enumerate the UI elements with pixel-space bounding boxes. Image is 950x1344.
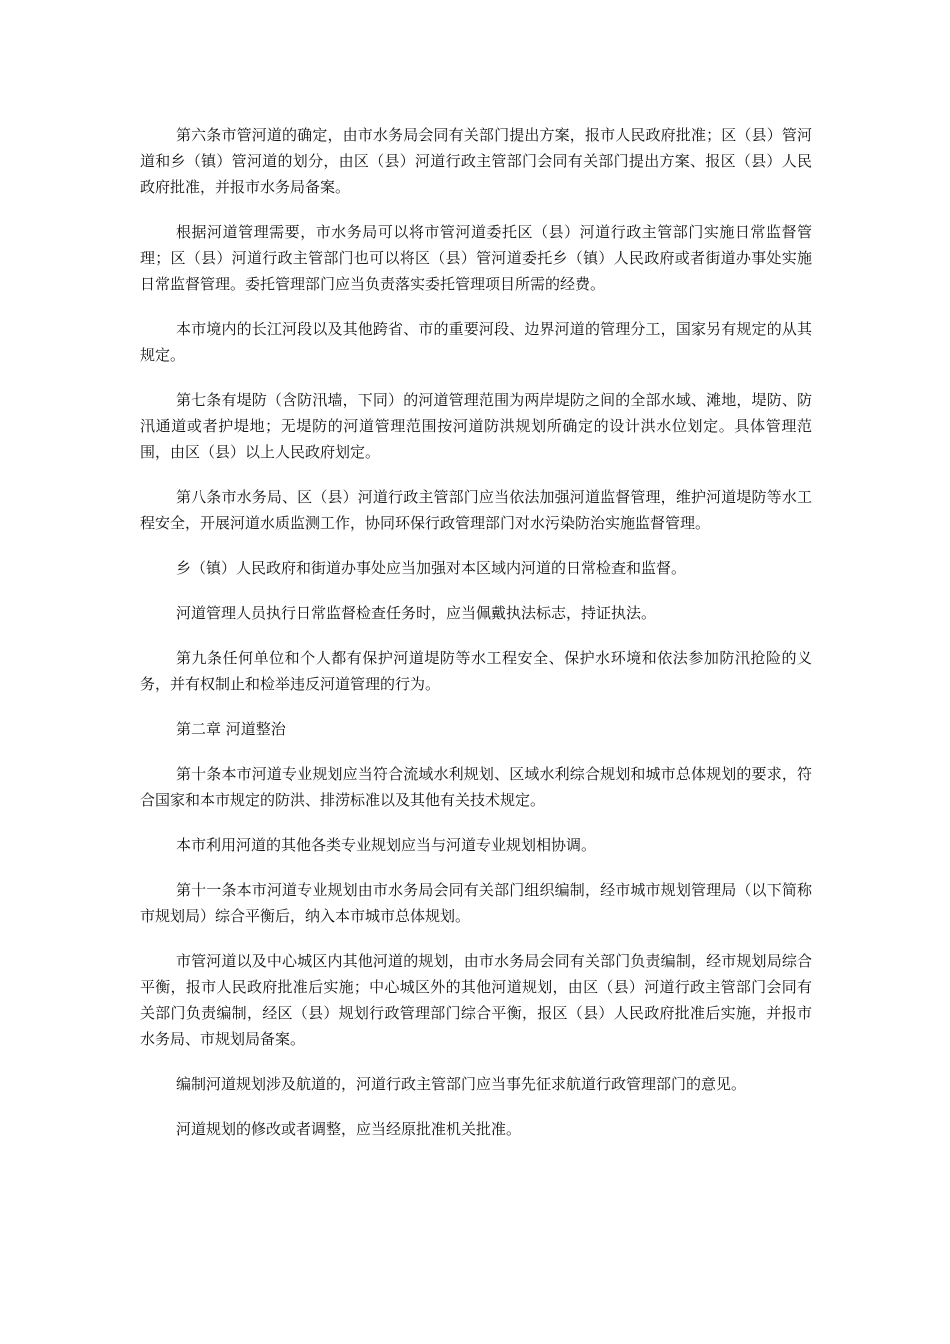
paragraph-article-10: 第十条本市河道专业规划应当符合流域水利规划、区域水利综合规划和城市总体规划的要求，符合国家和本市规定的防洪、排涝标准以及其他有关技术规定。 bbox=[140, 765, 812, 809]
paragraph-delegation: 根据河道管理需要，市水务局可以将市管河道委托区（县）河道行政主管部门实施日常监督管理；区（县）河道行政主管部门也可以将区（县）管河道委托乡（镇）人民政府或者街道办事处实施日常监督管理。委托管理部门应当负责落实委托管理项目所需的经费。 bbox=[140, 223, 812, 293]
document-body bbox=[140, 122, 812, 1161]
paragraph-article-9: 第九条任何单位和个人都有保护河道堤防等水工程安全、保护水环境和依法参加防汛抢险的义务，并有权制止和检举违反河道管理的行为。 bbox=[140, 649, 812, 693]
paragraph-navigation: 编制河道规划涉及航道的，河道行政主管部门应当事先征求航道行政管理部门的意见。 bbox=[176, 1075, 747, 1093]
paragraph-article-11: 第十一条本市河道专业规划由市水务局会同有关部门组织编制，经市城市规划管理局（以下简称市规划局）综合平衡后，纳入本市城市总体规划。 bbox=[140, 881, 812, 925]
paragraph-article-8: 第八条市水务局、区（县）河道行政主管部门应当依法加强河道监督管理，维护河道堤防等水工程安全，开展河道水质监测工作，协同环保行政管理部门对水污染防治实施监督管理。 bbox=[140, 488, 812, 532]
paragraph-article-7: 第七条有堤防（含防汛墙，下同）的河道管理范围为两岸堤防之间的全部水域、滩地，堤防、防汛通道或者护堤地；无堤防的河道管理范围按河道防洪规划所确定的设计洪水位划定。具体管理范围，由区（县）以上人民政府划定。 bbox=[140, 391, 812, 461]
paragraph-planning: 市管河道以及中心城区内其他河道的规划，由市水务局会同有关部门负责编制，经市规划局综合平衡，报市人民政府批准后实施；中心城区外的其他河道规划，由区（县）河道行政主管部门会同有关部门负责编制，经区（县）规划行政管理部门综合平衡，报区（县）人民政府批准后实施，并报市水务局、市规划局备案。 bbox=[140, 952, 812, 1048]
chapter-heading: 第二章 河道整治 bbox=[176, 720, 286, 738]
paragraph-modification: 河道规划的修改或者调整，应当经原批准机关批准。 bbox=[176, 1120, 522, 1138]
paragraph-coordination: 本市利用河道的其他各类专业规划应当与河道专业规划相协调。 bbox=[176, 836, 597, 854]
paragraph-enforcement: 河道管理人员执行日常监督检查任务时，应当佩戴执法标志，持证执法。 bbox=[176, 604, 657, 622]
paragraph-township-supervision: 乡（镇）人民政府和街道办事处应当加强对本区域内河道的日常检查和监督。 bbox=[176, 559, 687, 577]
paragraph-yangtze: 本市境内的长江河段以及其他跨省、市的重要河段、边界河道的管理分工，国家另有规定的从其规定。 bbox=[140, 320, 812, 364]
paragraph-article-6: 第六条市管河道的确定，由市水务局会同有关部门提出方案，报市人民政府批准；区（县）管河道和乡（镇）管河道的划分，由区（县）河道行政主管部门会同有关部门提出方案、报区（县）人民政府批准，并报市水务局备案。 bbox=[140, 126, 812, 196]
